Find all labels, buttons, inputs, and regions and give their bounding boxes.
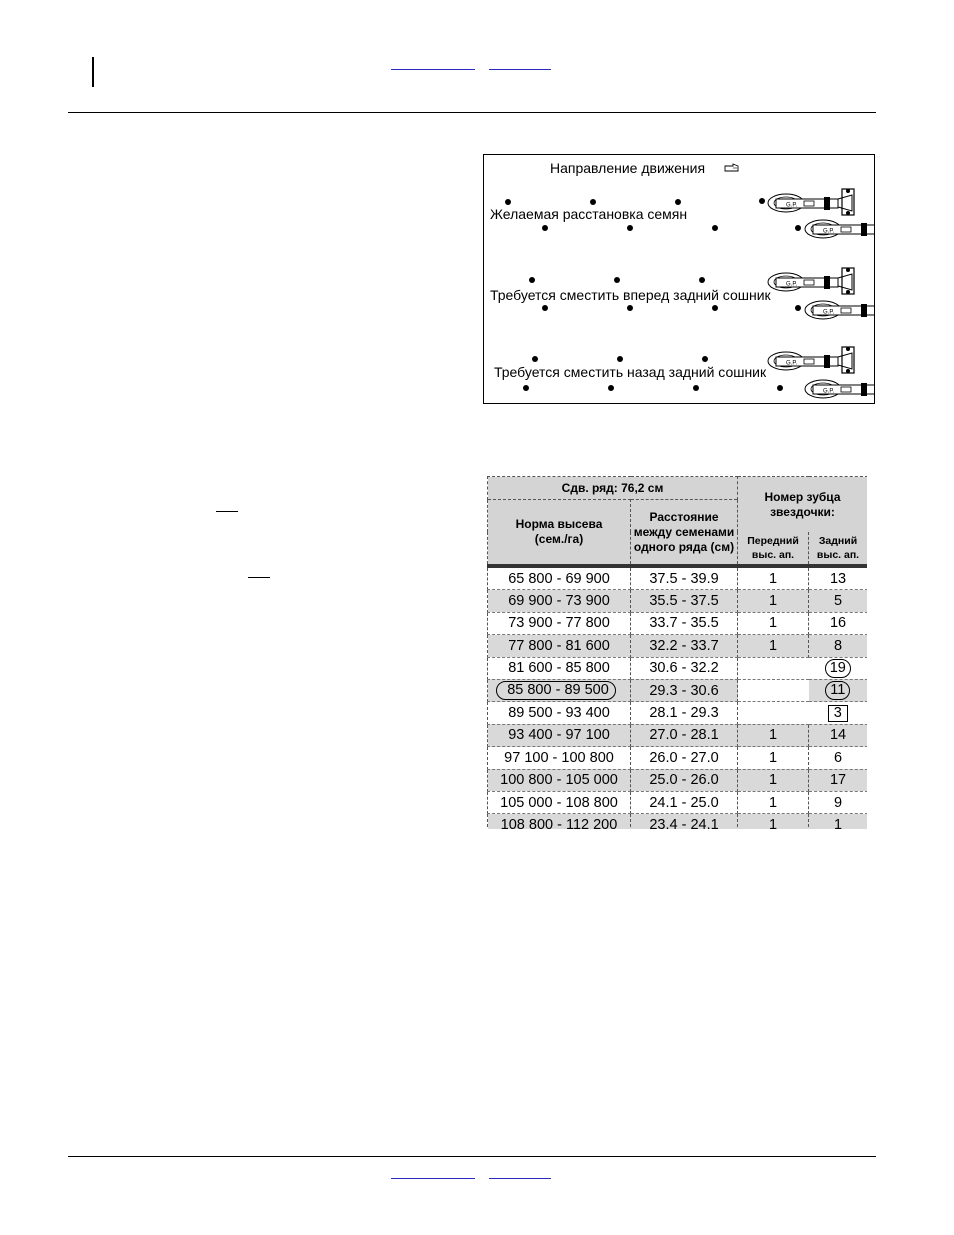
front-sprocket-cell xyxy=(738,635,809,657)
front-sprocket-value: 1 xyxy=(768,637,778,654)
rear-sprocket-cell xyxy=(809,590,867,612)
seed-rate-cell xyxy=(488,657,631,679)
front-sprocket-value: 1 xyxy=(768,615,778,632)
diagram-row-1-label: Желаемая расстановка семян xyxy=(490,206,688,222)
front-sprocket-value: 1 xyxy=(768,593,778,610)
table-row xyxy=(488,791,868,813)
seed-spacing-value: 37.5 - 39.9 xyxy=(649,570,719,587)
header-nav-link-1[interactable] xyxy=(391,55,475,70)
seed-spacing-cell xyxy=(631,769,738,791)
seed-rate-value: 81 600 - 85 800 xyxy=(508,660,610,677)
seed-spacing-cell xyxy=(631,702,738,724)
front-sprocket-cell xyxy=(738,657,809,679)
seed-spacing-value: 35.5 - 37.5 xyxy=(649,593,719,610)
front-sprocket-cell xyxy=(738,814,809,829)
front-sprocket-value: 1 xyxy=(768,772,778,789)
diagram-row-3-label: Требуется сместить назад задний сошник xyxy=(494,364,767,380)
front-sprocket-cell xyxy=(738,791,809,813)
rear-sprocket-value: 14 xyxy=(829,727,847,744)
footer-nav-link-2[interactable] xyxy=(489,1164,551,1179)
front-sprocket-cell xyxy=(738,590,809,612)
rear-sprocket-cell xyxy=(809,657,867,679)
front-sprocket-cell xyxy=(738,769,809,791)
header-nav-link-2[interactable] xyxy=(489,55,551,70)
table-row xyxy=(488,590,868,612)
front-sprocket-cell xyxy=(738,724,809,746)
front-sprocket-value: 1 xyxy=(768,794,778,811)
seed-rate-value: 105 000 - 108 800 xyxy=(500,794,618,811)
front-sprocket-value: 1 xyxy=(768,749,778,766)
seed-spacing-cell xyxy=(631,747,738,769)
table-row xyxy=(488,679,868,701)
rear-sprocket-value: 13 xyxy=(829,570,847,587)
rear-sprocket-cell xyxy=(809,747,867,769)
row-spacing-header: Сдв. ряд: 76,2 см xyxy=(488,477,738,500)
rear-sprocket-value: 16 xyxy=(829,615,847,632)
seed-rate-value: 77 800 - 81 600 xyxy=(508,637,610,654)
seed-rate-value: 93 400 - 97 100 xyxy=(508,727,610,744)
seed-rate-cell xyxy=(488,814,631,829)
rear-sprocket-cell xyxy=(809,791,867,813)
rear-sprocket-value: 1 xyxy=(833,816,843,829)
seed-rate-value: 108 800 - 112 200 xyxy=(500,816,618,829)
seed-rate-cell xyxy=(488,590,631,612)
footer-nav-link-1[interactable] xyxy=(391,1164,475,1179)
table-row xyxy=(488,814,868,829)
footer-rule xyxy=(68,1156,876,1157)
seed-spacing-cell xyxy=(631,612,738,634)
rear-sprocket-value: 9 xyxy=(833,794,843,811)
seed-spacing-cell xyxy=(631,724,738,746)
rear-sprocket-value: 6 xyxy=(833,749,843,766)
rear-sprocket-value: 3 xyxy=(828,705,848,722)
front-unit-header: Передний выс. ап. xyxy=(738,532,809,566)
seed-rate-value: 69 900 - 73 900 xyxy=(508,593,610,610)
rear-sprocket-value: 11 xyxy=(825,681,850,700)
seed-rate-cell xyxy=(488,791,631,813)
rear-sprocket-value: 17 xyxy=(829,772,847,789)
seed-spacing-value: 23.4 - 24.1 xyxy=(649,816,719,829)
rear-unit-header: Задний выс. ап. xyxy=(809,532,867,566)
rear-sprocket-cell xyxy=(809,679,867,701)
seed-spacing-value: 25.0 - 26.0 xyxy=(649,772,719,789)
seed-rate-value: 65 800 - 69 900 xyxy=(508,570,610,587)
diagram-row-2-label: Требуется сместить вперед задний сошник xyxy=(490,287,771,303)
seed-rate-cell xyxy=(488,702,631,724)
seed-spacing-value: 27.0 - 28.1 xyxy=(649,727,719,744)
sprocket-header: Номер зубца звездочки: xyxy=(738,477,867,533)
rear-sprocket-value: 5 xyxy=(833,593,843,610)
seed-rate-cell xyxy=(488,769,631,791)
front-sprocket-cell xyxy=(738,612,809,634)
seed-spacing-cell xyxy=(631,657,738,679)
seed-spacing-cell xyxy=(631,679,738,701)
seed-rate-value: 97 100 - 100 800 xyxy=(504,749,614,766)
seed-rate-value: 73 900 - 77 800 xyxy=(508,615,610,632)
diagram-title: Направление движения xyxy=(550,160,706,176)
seed-rate-cell xyxy=(488,679,631,701)
front-sprocket-cell xyxy=(738,679,809,701)
header-margin-bar xyxy=(92,57,94,87)
seed-spacing-cell xyxy=(631,814,738,829)
seed-rate-table-body xyxy=(488,566,868,829)
front-sprocket-cell xyxy=(738,702,809,724)
front-sprocket-value: 1 xyxy=(768,570,778,587)
table-row xyxy=(488,702,868,724)
rear-sprocket-value: 8 xyxy=(833,637,843,654)
seed-spacing-cell xyxy=(631,590,738,612)
rear-sprocket-cell xyxy=(809,612,867,634)
seed-rate-cell xyxy=(488,566,631,590)
table-row xyxy=(488,747,868,769)
seed-spacing-value: 29.3 - 30.6 xyxy=(649,682,719,699)
seed-rate-cell xyxy=(488,612,631,634)
rear-sprocket-cell xyxy=(809,724,867,746)
underline-mark-1 xyxy=(216,511,238,512)
seed-spacing-value: 26.0 - 27.0 xyxy=(649,749,719,766)
seed-spacing-value: 30.6 - 32.2 xyxy=(649,660,719,677)
front-sprocket-value: 1 xyxy=(768,727,778,744)
seed-rate-value: 89 500 - 93 400 xyxy=(508,705,610,722)
seed-rate-cell xyxy=(488,747,631,769)
seed-spacing-value: 24.1 - 25.0 xyxy=(649,794,719,811)
table-row xyxy=(488,566,868,590)
seed-rate-cell xyxy=(488,635,631,657)
seed-spacing-cell xyxy=(631,791,738,813)
table-row xyxy=(488,612,868,634)
rear-sprocket-cell xyxy=(809,769,867,791)
table-row xyxy=(488,657,868,679)
rear-sprocket-cell xyxy=(809,566,867,590)
seed-spacing-value: 28.1 - 29.3 xyxy=(649,705,719,722)
header-rule xyxy=(68,112,876,113)
seed-rate-table xyxy=(487,476,867,829)
table-row xyxy=(488,769,868,791)
front-sprocket-cell xyxy=(738,566,809,590)
rear-sprocket-value: 19 xyxy=(825,659,851,678)
seed-spacing-header: Расстояние между семенами одного ряда (см) xyxy=(631,500,738,567)
rear-sprocket-cell xyxy=(809,702,867,724)
table-row xyxy=(488,635,868,657)
seed-spacing-cell xyxy=(631,635,738,657)
seed-rate-value: 100 800 - 105 000 xyxy=(500,772,618,789)
seed-placement-diagram: G.P. Направление движения Желаемая расстановка семян Требуется сместить вперед задний сошник Требуется сместить назад задний сошник xyxy=(483,154,875,404)
seed-spacing-value: 32.2 - 33.7 xyxy=(649,637,719,654)
seed-spacing-value: 33.7 - 35.5 xyxy=(649,615,719,632)
seed-rate-header: Норма высева (сем./га) xyxy=(488,500,631,567)
underline-mark-2 xyxy=(248,577,270,578)
front-sprocket-value: 1 xyxy=(768,816,778,829)
pointing-hand-icon xyxy=(725,164,738,171)
rear-sprocket-cell xyxy=(809,635,867,657)
seed-rate-value: 85 800 - 89 500 xyxy=(496,681,616,700)
table-row xyxy=(488,724,868,746)
rear-sprocket-cell xyxy=(809,814,867,829)
seed-rate-cell xyxy=(488,724,631,746)
seed-spacing-cell xyxy=(631,566,738,590)
front-sprocket-cell xyxy=(738,747,809,769)
